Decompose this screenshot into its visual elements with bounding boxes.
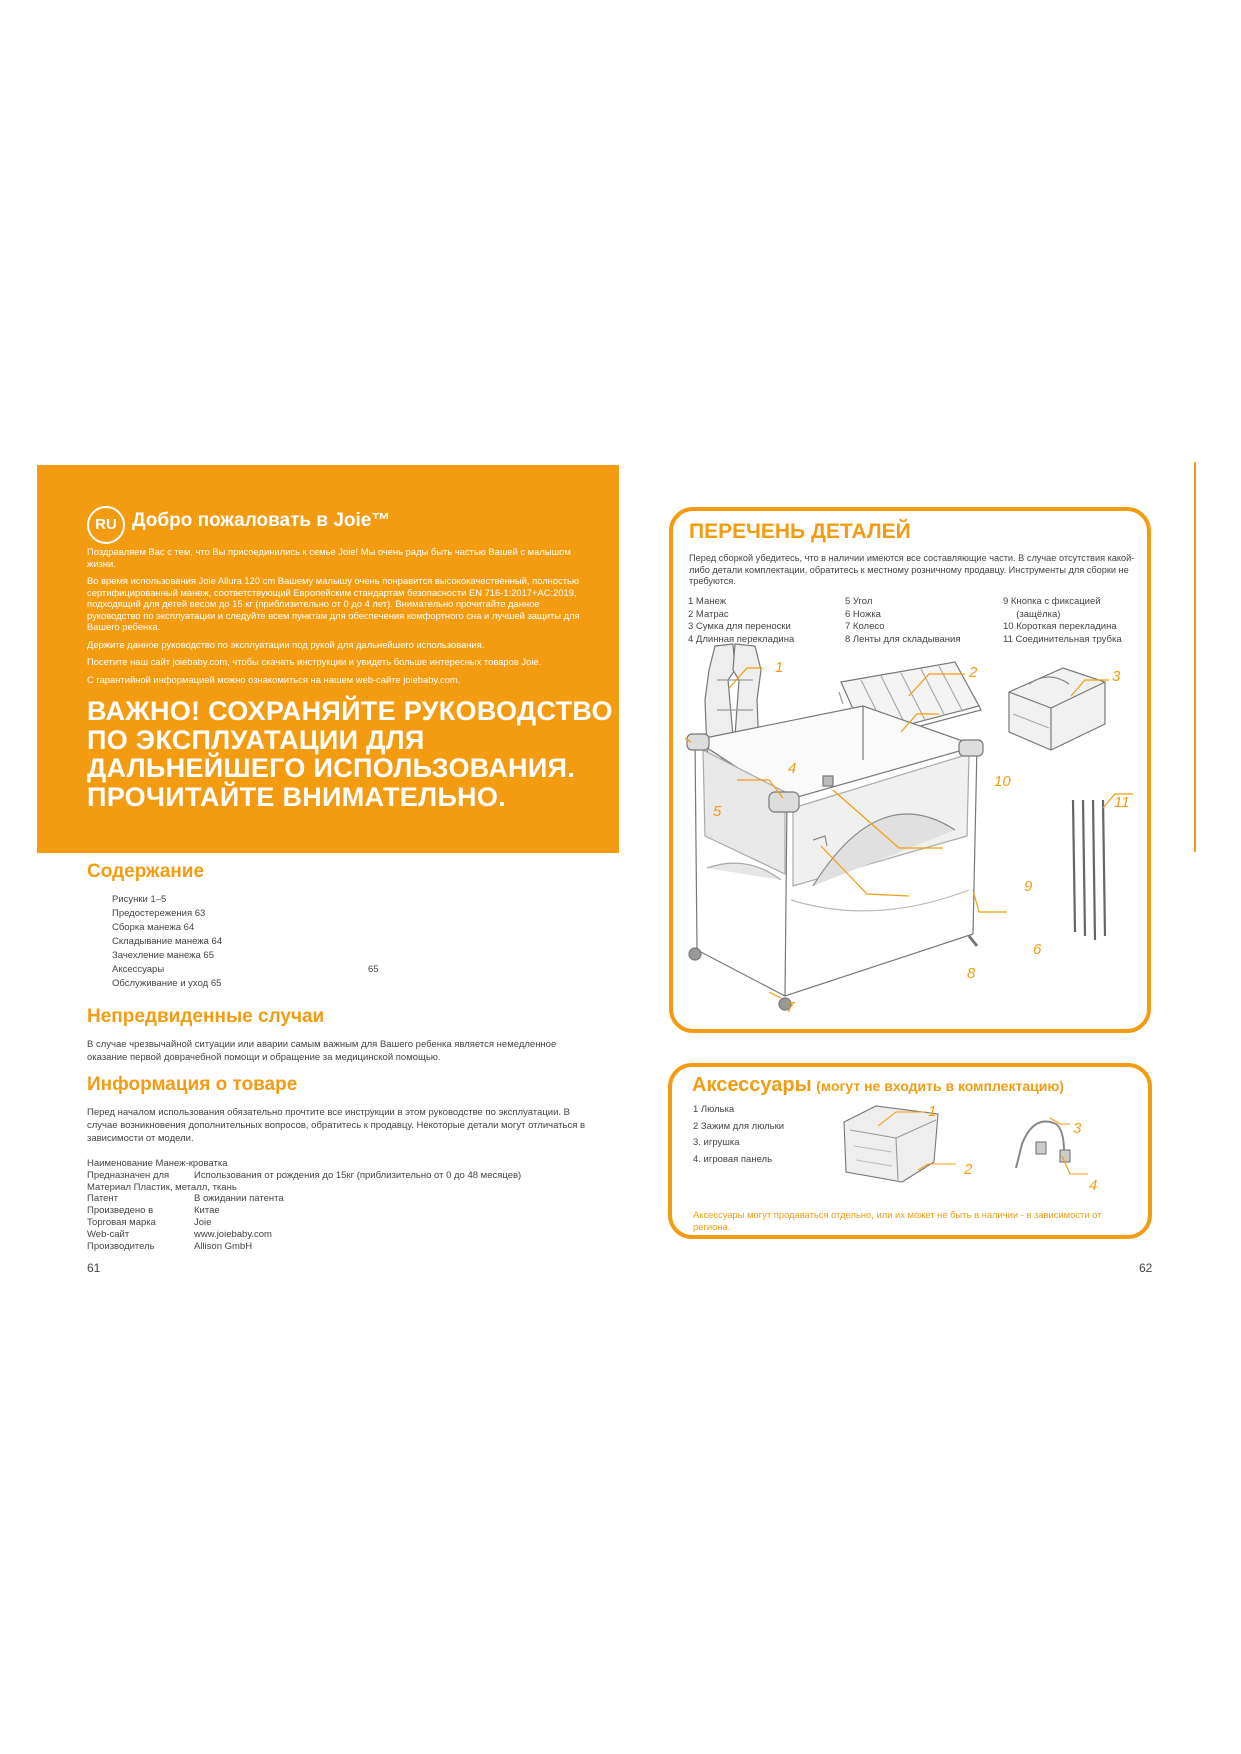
language-badge: RU	[87, 506, 125, 544]
part-item: 9 Кнопка с фиксацией	[1003, 596, 1101, 607]
accessories-note: Аксессуары могут продаваться отдельно, или их может не быть в наличии - в зависимости от региона.	[693, 1209, 1102, 1232]
callout-number: 5	[713, 803, 722, 820]
playard-drawing	[687, 706, 983, 1010]
spec-label: Предназначен для	[87, 1169, 170, 1181]
accessory-item: 2 Зажим для люльки	[693, 1120, 785, 1132]
intro-text	[87, 546, 592, 691]
part-item: 3 Сумка для переноски	[688, 621, 791, 632]
intro-paragraph: Поздравляем Вас с тем, что Вы присоединились к семье Joie! Мы очень рады быть частью Вашей с малышом жизни.	[87, 546, 571, 569]
product-info-title: Информация о товаре	[87, 1074, 298, 1095]
spec-value: Joie	[194, 1216, 212, 1228]
spec-row-brand	[87, 1217, 521, 1229]
callout-number: 3	[1112, 668, 1121, 685]
callout-number: 10	[994, 773, 1011, 790]
intro-paragraph: Держите данное руководство по эксплуатации под рукой для дальнейшего использования.	[87, 638, 485, 650]
callout-number: 8	[967, 965, 976, 982]
spec-row-material: Материал Пластик, металл, ткань	[87, 1181, 237, 1193]
parts-column-1	[688, 596, 838, 646]
spec-label: Производитель	[87, 1240, 155, 1252]
part-item: (защёлка)	[1003, 608, 1061, 620]
spec-value: Использования от рождения до 15кг (приблизительно от 0 до 48 месяцев)	[194, 1169, 522, 1181]
spec-label: Торговая марка	[87, 1216, 156, 1228]
page-number-right: 62	[1139, 1261, 1153, 1275]
parts-column-2	[845, 596, 995, 646]
toc-title: Содержание	[87, 861, 205, 882]
toc-item: Предостережения 63	[112, 908, 206, 919]
parts-illustration	[673, 640, 1148, 1030]
part-item: 2 Матрас	[688, 608, 729, 620]
part-item: 10 Короткая перекладина	[1003, 621, 1117, 632]
callout-number: 2	[969, 664, 978, 681]
intro-paragraph: Во время использования Joie Allura 120 cm Вашему малышу очень понравится высококачественный, полностью сертифицированный манеж, соответствующий Европейским стандартам безопасности EN 716-1:2017+AC:2019, подходящий для детей весом до 15 кг (приблизительно от 0 до 4 лет). Внимательно прочитайте данное руководство по эксплуатации и следуйте всем пунктам для обеспечения комфортного сна и лучшей защиты для Вашего ребенка.	[87, 575, 580, 632]
parts-list-intro: Перед сборкой убедитесь, что в наличии имеются все составляющие части. В случае отсутствия какой-либо детали комплектации, обратитесь к местному розничному продавцу. Инструменты для сборки не требуются.	[689, 553, 1135, 586]
spec-row-purpose	[87, 1170, 521, 1182]
accessory-item: 4. игровая панель	[693, 1153, 773, 1165]
emergency-text: В случае чрезвычайной ситуации или аварии самым важным для Вашего ребенка является немедленное оказание первой доврачебной помощи и обращение за медицинской помощью.	[87, 1039, 557, 1063]
toc-item: Рисунки 1–5	[112, 894, 167, 905]
part-item: 4 Длинная перекладина	[688, 633, 795, 645]
toc-item: Обслуживание и уход 65	[112, 978, 222, 989]
spec-row-made-in	[87, 1205, 521, 1217]
accessories-subtitle: (могут не входить в комплектацию)	[816, 1078, 1064, 1094]
toc-item: Складывание манежа 64	[112, 936, 223, 947]
part-item: 7 Колесо	[845, 621, 885, 632]
spec-value: www.joiebaby.com	[194, 1228, 272, 1240]
toc-item: Сборка манежа 64	[112, 922, 195, 933]
spec-row-name: Наименование Манеж-кроватка	[87, 1158, 228, 1169]
intro-paragraph: С гарантийной информацией можно ознакомиться на нашем web-сайте joiebaby.com.	[87, 673, 461, 685]
spec-label: Web-сайт	[87, 1228, 130, 1240]
part-item: 5 Угол	[845, 596, 873, 607]
part-item: 11 Соединительная трубка	[1003, 633, 1122, 645]
important-warning: ВАЖНО! СОХРАНЯЙТЕ РУКОВОДСТВО ПО ЭКСПЛУАТАЦИИ ДЛЯ ДАЛЬНЕЙШЕГО ИСПОЛЬЗОВАНИЯ. ПРОЧИТАЙТЕ ВНИМАТЕЛЬНО.	[87, 696, 613, 812]
spec-row-website	[87, 1229, 521, 1241]
callout-number: 6	[1033, 941, 1042, 958]
product-spec-table	[87, 1158, 521, 1252]
emergency-title: Непредвиденные случаи	[87, 1006, 325, 1027]
spec-row-patent	[87, 1193, 521, 1205]
accessories-title: Аксессуары	[692, 1074, 812, 1096]
callout-number: 1	[775, 659, 784, 676]
spec-value: В ожидании патента	[194, 1193, 284, 1205]
intro-paragraph: Посетите наш сайт joiebaby.com, чтобы скачать инструкции и увидеть больше интересных товаров Joie.	[87, 656, 542, 667]
accessory-item: 3. игрушка	[693, 1137, 740, 1148]
welcome-title: Добро пожаловать в Joie™	[132, 510, 391, 531]
callout-number: 9	[1024, 878, 1033, 895]
accessories-heading	[692, 1074, 1064, 1097]
spec-label: Произведено в	[87, 1205, 154, 1217]
page-number-left: 61	[87, 1261, 101, 1275]
accessory-item: 1 Люлька	[693, 1104, 735, 1115]
connecting-tubes-drawing	[1073, 800, 1105, 940]
page-edge-line	[1194, 462, 1196, 852]
accessory-callout: 1	[928, 1103, 937, 1120]
accessory-callout: 3	[1073, 1120, 1082, 1137]
spec-value: Allison GmbH	[194, 1240, 253, 1252]
product-info-text: Перед началом использования обязательно прочтите все инструкции в этом руководстве по эксплуатации. В случае возникновения дополнительных вопросов, обратитесь к продавцу. Некоторые детали могут отличаться в зависимости от модели.	[87, 1107, 586, 1144]
part-item: 6 Ножка	[845, 608, 881, 620]
toc-item-page: 65	[368, 964, 379, 975]
accessories-list	[693, 1102, 784, 1168]
toc-item-accessories	[112, 963, 412, 977]
callout-number: 7	[786, 999, 795, 1016]
part-item: 8 Ленты для складывания	[845, 633, 961, 645]
spec-value: Китае	[194, 1205, 220, 1217]
spec-label: Патент	[87, 1193, 119, 1205]
spec-row-manufacturer	[87, 1241, 521, 1253]
parts-column-3	[1003, 596, 1153, 646]
part-item: 1 Манеж	[688, 596, 727, 607]
callout-number: 4	[788, 760, 797, 777]
callout-number: 11	[1114, 794, 1130, 811]
accessory-callout: 2	[964, 1161, 973, 1178]
toc-item: Зачехление манежа 65	[112, 950, 214, 961]
accessory-callout: 4	[1089, 1177, 1098, 1194]
toc-item-label: Аксессуары	[112, 964, 165, 975]
parts-list-title: ПЕРЕЧЕНЬ ДЕТАЛЕЙ	[689, 520, 911, 543]
accessories-illustration	[838, 1100, 1098, 1200]
table-of-contents	[112, 893, 412, 991]
